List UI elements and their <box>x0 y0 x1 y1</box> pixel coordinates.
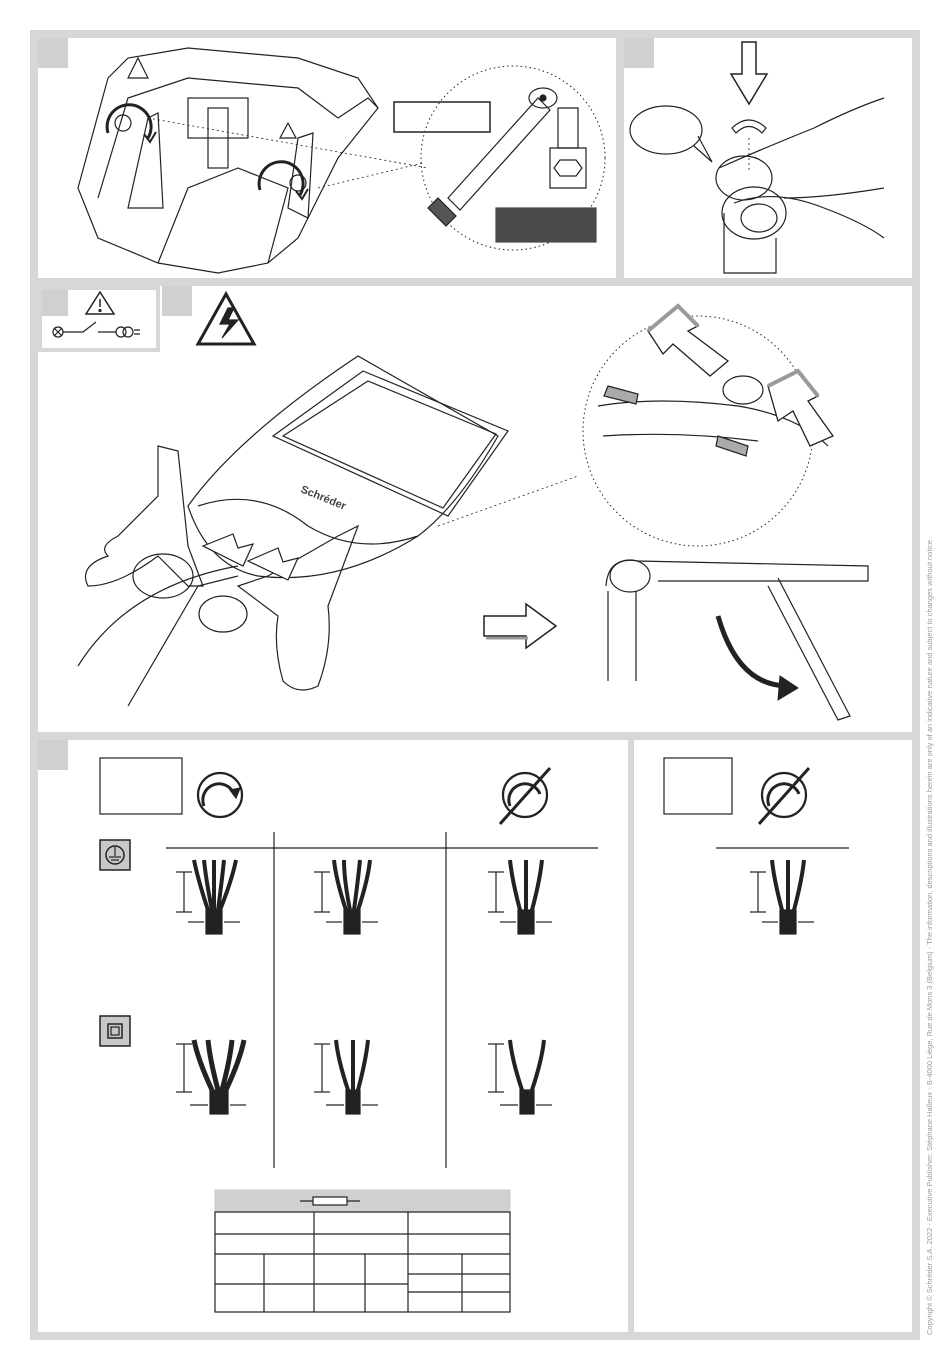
copyright-notice: Copyright © Schréder S.A. 2022 - Executive Publisher: Stéphane Halleux - B-4000 Liège, Rue de Mons 3 (Belgium) - The information, descriptions and illustrations herein are only of an indicative nature and subject to changes without notice <box>925 540 934 1335</box>
circuit-breaker-icon <box>53 322 140 337</box>
cable-stripping-diagram-alt <box>634 740 912 1332</box>
luminaire-screw-illustration <box>38 38 616 278</box>
cable-class2-4-core <box>176 1040 246 1114</box>
right-arrow-icon <box>484 604 556 648</box>
step-panel-5 <box>634 740 912 1332</box>
step-panel-2 <box>624 38 912 278</box>
step-panel-1 <box>38 38 616 278</box>
protection-class-2-double-insulation-icon <box>100 1016 130 1046</box>
rotate-clockwise-icon <box>198 773 242 817</box>
rotate-forbidden-icon <box>759 768 809 824</box>
fuse-rating-table <box>215 1190 510 1312</box>
brand-logo-text: Schréder <box>298 483 348 513</box>
step-panel-3 <box>38 286 912 732</box>
down-arrow-icon <box>731 42 767 104</box>
cap-removal-illustration <box>624 38 912 278</box>
protection-class-1-earth-icon <box>100 840 130 870</box>
cable-class2-2-core <box>488 1040 552 1114</box>
cable-class2-3-core <box>314 1040 378 1114</box>
rotate-forbidden-icon <box>500 768 550 824</box>
open-cover-illustration <box>38 286 912 732</box>
cable-class1-3-core <box>488 860 552 934</box>
cable-class1-4-core <box>314 860 378 934</box>
cable-3-core <box>750 860 814 934</box>
cable-class1-5-core <box>176 860 240 934</box>
cable-stripping-diagram <box>38 740 628 1332</box>
step-panel-4 <box>38 740 628 1332</box>
